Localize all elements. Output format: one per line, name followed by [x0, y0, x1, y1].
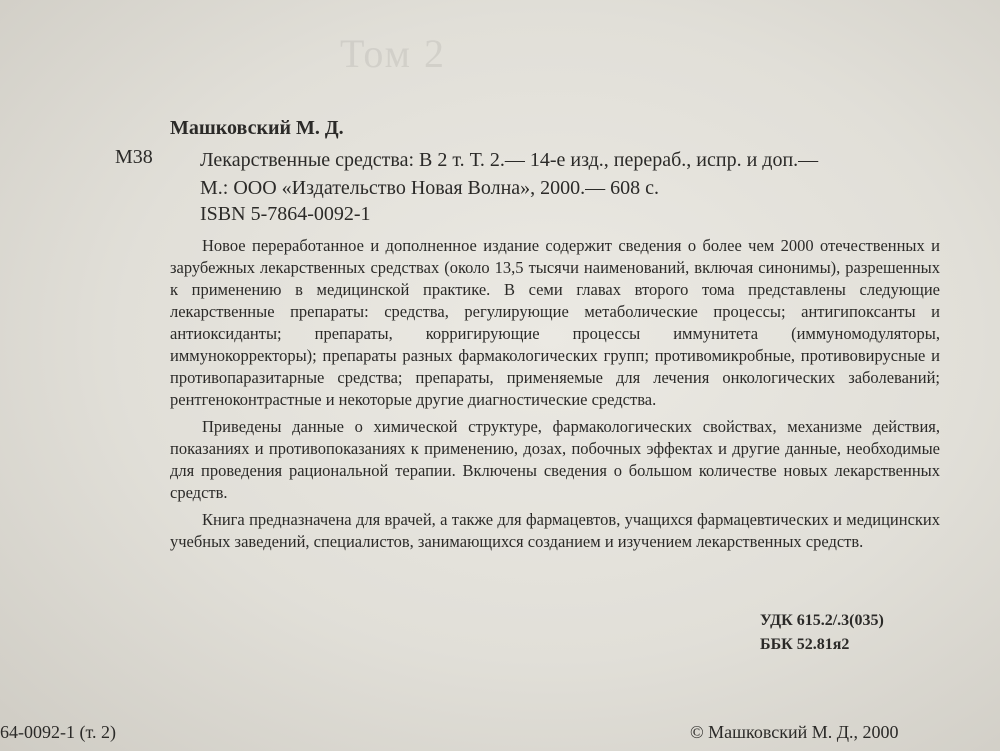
bib-line: Лекарственные средства: В 2 т. Т. 2.— 14-е изд., перераб., испр. и доп.—: [200, 149, 819, 171]
abstract-paragraph: Приведены данные о химической структуре, фармакологических свойствах, механизме действия, показаниях и противопоказаниях к применению, дозах, побочных эффектах и другие данные, необходимые для проведения рациональной терапии. Включены сведения о большом количестве новых лекарственных средств.: [170, 417, 940, 502]
abstract-paragraph: Новое переработанное и дополненное издание содержит сведения о более чем 2000 отечественных и зарубежных лекарственных средствах (около 13,5 тысячи наименований, включая синонимы), разрешенных к применению в медицинской практике. В семи главах второго тома представлены следующие лекарственные препараты: средства, регулирующие метаболические процессы; антигипоксанты и антиоксиданты; препараты, корригирующие процессы иммунитета (иммуномодуляторы, иммунокорректоры); препараты разных фармакологических групп; противомикробные, противовирусные и противопаразитарные средства; препараты, применяемые для лечения онкологических заболеваний; рентгеноконтрастные и некоторые другие диагностические средства.: [170, 236, 940, 409]
isbn: ISBN 5-7864-0092-1: [200, 203, 371, 225]
catalog-code: М38: [115, 146, 153, 168]
copyright: © Машковский М. Д., 2000: [690, 722, 899, 742]
classification-codes: [760, 609, 884, 657]
udk-code: УДК 615.2/.3(035): [760, 612, 884, 629]
bib-line: М.: ООО «Издательство Новая Волна», 2000.— 608 с.: [200, 177, 660, 199]
author-name: Машковский М. Д.: [170, 117, 344, 139]
show-through-title: Том 2: [340, 31, 446, 76]
bibliographic-record: [200, 146, 960, 202]
bbk-code: ББК 52.81я2: [760, 636, 850, 653]
abstract-paragraph: Книга предназначена для врачей, а также для фармацевтов, учащихся фармацевтических и медицинских учебных заведений, специалистов, занимающихся созданием и изучением лекарственных средств.: [170, 510, 940, 551]
abstract: [170, 235, 940, 558]
footer-isbn: 64-0092-1 (т. 2): [0, 722, 116, 742]
